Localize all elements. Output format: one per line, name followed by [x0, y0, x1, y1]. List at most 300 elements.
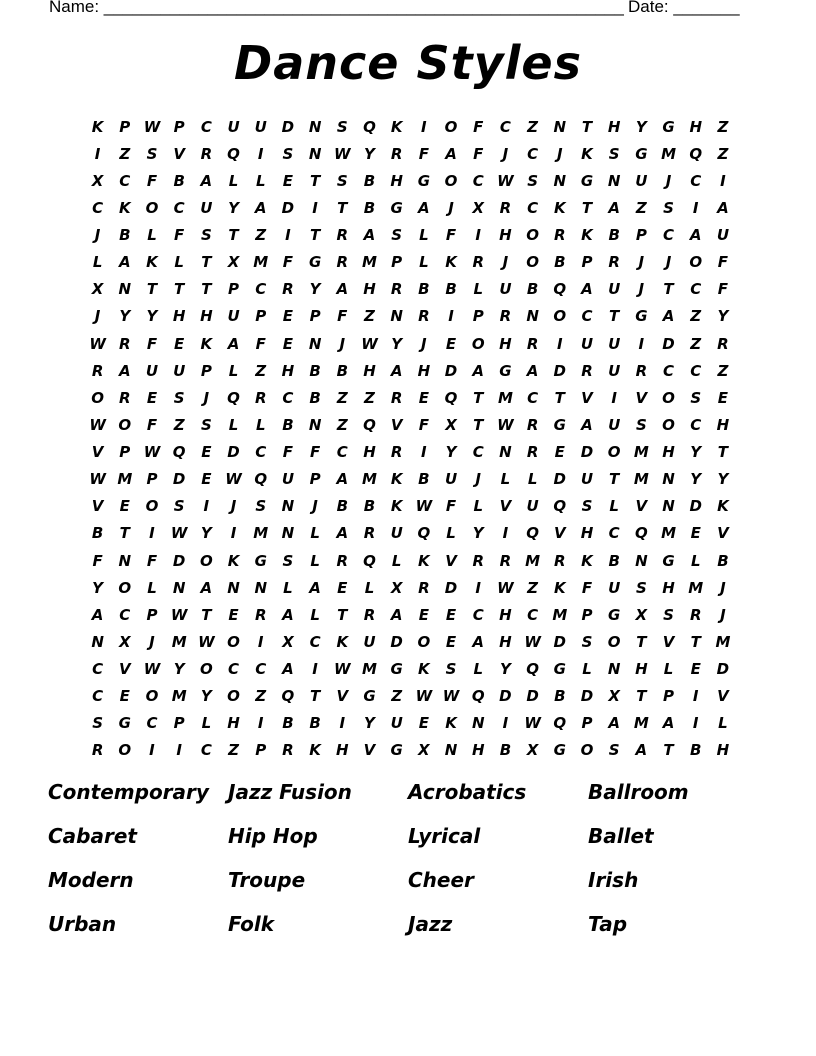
grid-letter: N — [91, 632, 104, 651]
grid-letter: S — [635, 578, 647, 597]
grid-letter: R — [526, 415, 539, 434]
grid-letter: R — [390, 144, 403, 163]
grid-letter: A — [336, 280, 349, 299]
grid-letter: Z — [635, 198, 647, 217]
grid-letter: S — [690, 388, 702, 407]
grid-letter: U — [173, 361, 186, 380]
grid-letter: O — [662, 388, 675, 407]
grid-letter: O — [417, 632, 431, 651]
grid-letter: A — [526, 361, 539, 380]
grid-letter: G — [363, 687, 376, 706]
grid-letter: J — [502, 253, 509, 272]
grid-letter: F — [581, 578, 593, 597]
grid-letter: M — [661, 524, 676, 543]
grid-letter: L — [92, 253, 103, 272]
grid-letter: O — [118, 741, 132, 760]
grid-letter: E — [554, 443, 565, 462]
grid-letter: I — [257, 144, 264, 163]
grid-letter: G — [553, 660, 566, 679]
grid-letter: M — [688, 578, 704, 597]
grid-letter: E — [119, 687, 130, 706]
grid-letter: D — [553, 361, 566, 380]
grid-letter: I — [312, 660, 318, 679]
grid-letter: J — [339, 334, 346, 353]
grid-letter: D — [172, 470, 186, 489]
grid-letter: D — [444, 578, 458, 597]
grid-letter: Y — [364, 714, 375, 733]
grid-letter: Z — [717, 117, 729, 136]
grid-letter: C — [200, 117, 212, 136]
grid-letter: I — [475, 226, 482, 245]
grid-letter: F — [717, 280, 729, 299]
grid-letter: A — [336, 470, 349, 489]
grid-letter: R — [336, 253, 349, 272]
grid-letter: L — [527, 470, 538, 489]
grid-letter: W — [89, 470, 106, 489]
grid-letter: A — [390, 605, 403, 624]
grid-letter: Z — [364, 307, 375, 326]
grid-letter: X — [118, 632, 131, 651]
grid-letter: L — [228, 415, 239, 434]
grid-letter: E — [418, 388, 429, 407]
grid-letter: Z — [336, 415, 348, 434]
grid-letter: S — [92, 714, 103, 733]
grid-letter: V — [635, 497, 648, 516]
word-list-item: Jazz Fusion — [228, 780, 352, 804]
grid-letter: F — [445, 497, 457, 516]
grid-letter: P — [146, 605, 158, 624]
grid-letter: C — [119, 171, 131, 190]
grid-letter: C — [255, 443, 267, 462]
word-list-item: Folk — [228, 912, 275, 936]
grid-letter: A — [662, 307, 675, 326]
grid-letter: M — [253, 524, 269, 543]
grid-letter: G — [662, 551, 675, 570]
grid-letter: H — [662, 443, 675, 462]
grid-letter: G — [308, 253, 322, 272]
grid-letter: P — [255, 741, 267, 760]
grid-letter: X — [390, 578, 403, 597]
grid-letter: B — [363, 198, 376, 217]
grid-letter: D — [281, 198, 295, 217]
grid-letter: J — [421, 334, 427, 353]
grid-letter: C — [92, 687, 104, 706]
grid-letter: N — [118, 551, 132, 570]
grid-letter: D — [281, 117, 295, 136]
grid-letter: N — [553, 171, 567, 190]
grid-letter: J — [94, 226, 101, 245]
grid-letter: L — [446, 524, 456, 543]
grid-letter: R — [254, 388, 267, 407]
grid-letter: L — [419, 226, 429, 245]
grid-letter: P — [255, 307, 267, 326]
grid-letter: W — [497, 171, 514, 190]
grid-letter: C — [92, 198, 104, 217]
word-list-item: Jazz — [408, 912, 453, 936]
grid-letter: L — [228, 171, 239, 190]
grid-letter: T — [473, 415, 484, 434]
grid-letter: J — [475, 470, 482, 489]
grid-letter: Q — [363, 415, 376, 434]
grid-letter: I — [176, 741, 182, 760]
grid-letter: R — [119, 388, 131, 407]
grid-letter: T — [609, 470, 620, 489]
grid-letter: R — [363, 524, 376, 543]
grid-letter: N — [390, 307, 403, 326]
grid-letter: S — [173, 388, 185, 407]
grid-letter: I — [94, 144, 101, 163]
grid-letter: R — [363, 605, 376, 624]
grid-letter: S — [663, 605, 674, 624]
grid-letter: H — [499, 632, 512, 651]
grid-letter: Q — [363, 117, 376, 136]
grid-letter: H — [336, 741, 349, 760]
grid-letter: C — [663, 361, 675, 380]
grid-letter: B — [119, 226, 131, 245]
grid-letter: H — [417, 361, 431, 380]
grid-letter: R — [689, 605, 702, 624]
grid-letter: Q — [471, 687, 485, 706]
grid-letter: G — [553, 415, 566, 434]
grid-letter: Y — [173, 660, 185, 679]
grid-letter: B — [554, 253, 566, 272]
grid-letter: I — [421, 443, 427, 462]
grid-letter: A — [472, 632, 485, 651]
grid-letter: B — [282, 415, 294, 434]
word-list-item: Irish — [588, 868, 639, 892]
grid-letter: X — [91, 171, 104, 190]
grid-letter: H — [580, 524, 594, 543]
grid-letter: Q — [172, 443, 186, 462]
grid-letter: A — [445, 144, 457, 163]
grid-letter: N — [281, 497, 295, 516]
grid-letter: K — [581, 144, 593, 163]
grid-letter: B — [526, 280, 539, 299]
grid-letter: W — [170, 524, 188, 543]
grid-letter: W — [89, 334, 106, 353]
grid-letter: S — [336, 117, 348, 136]
grid-letter: G — [390, 660, 403, 679]
grid-letter: Z — [391, 687, 403, 706]
grid-letter: M — [362, 253, 377, 272]
grid-letter: P — [581, 714, 593, 733]
grid-letter: G — [118, 714, 131, 733]
grid-letter: W — [143, 443, 161, 462]
grid-letter: P — [173, 117, 185, 136]
grid-letter: O — [607, 632, 621, 651]
grid-letter: I — [285, 226, 291, 245]
grid-letter: G — [390, 198, 403, 217]
grid-letter: C — [472, 171, 484, 190]
grid-letter: I — [312, 198, 318, 217]
grid-letter: K — [200, 334, 213, 353]
grid-letter: Q — [553, 280, 567, 299]
grid-letter: Z — [527, 578, 539, 597]
grid-letter: M — [552, 605, 568, 624]
grid-letter: A — [363, 226, 376, 245]
grid-letter: Z — [717, 144, 729, 163]
grid-letter: R — [418, 578, 430, 597]
grid-letter: K — [717, 497, 729, 516]
grid-letter: M — [661, 144, 676, 163]
grid-letter: M — [525, 551, 541, 570]
grid-letter: F — [445, 226, 457, 245]
grid-letter: P — [119, 443, 131, 462]
grid-letter: E — [445, 334, 457, 353]
grid-letter: Z — [255, 361, 267, 380]
grid-letter: C — [527, 605, 539, 624]
grid-letter: D — [499, 687, 512, 706]
grid-letter: N — [662, 470, 675, 489]
grid-letter: N — [172, 578, 186, 597]
grid-letter: G — [417, 171, 430, 190]
grid-letter: V — [445, 551, 457, 570]
grid-letter: N — [553, 117, 567, 136]
grid-letter: E — [201, 470, 212, 489]
grid-letter: R — [418, 307, 430, 326]
grid-letter: L — [419, 253, 429, 272]
grid-letter: B — [608, 226, 620, 245]
grid-letter: W — [334, 144, 351, 163]
grid-letter: C — [527, 144, 539, 163]
grid-letter: Q — [689, 144, 703, 163]
grid-letter: S — [581, 632, 593, 651]
grid-letter: A — [200, 171, 213, 190]
grid-letter: K — [581, 551, 593, 570]
grid-letter: C — [690, 171, 702, 190]
grid-letter: B — [309, 714, 321, 733]
word-list-item: Cabaret — [48, 824, 137, 848]
grid-letter: R — [336, 551, 349, 570]
grid-letter: S — [635, 415, 647, 434]
grid-letter: R — [472, 551, 484, 570]
grid-letter: S — [255, 497, 267, 516]
grid-letter: V — [635, 388, 648, 407]
grid-letter: U — [526, 497, 539, 516]
grid-letter: M — [171, 687, 187, 706]
grid-letter: Q — [227, 388, 240, 407]
grid-letter: B — [336, 361, 348, 380]
grid-letter: H — [607, 117, 621, 136]
grid-letter: R — [390, 388, 403, 407]
grid-letter: R — [581, 361, 593, 380]
grid-letter: L — [174, 253, 184, 272]
grid-letter: Q — [526, 524, 539, 543]
grid-letter: I — [502, 714, 509, 733]
grid-letter: P — [309, 307, 321, 326]
grid-letter: Z — [228, 741, 239, 760]
grid-letter: E — [282, 307, 294, 326]
grid-letter: Q — [254, 470, 268, 489]
grid-letter: F — [146, 551, 158, 570]
grid-letter: H — [227, 714, 240, 733]
grid-letter: V — [173, 144, 185, 163]
grid-letter: T — [337, 198, 348, 217]
grid-letter: T — [581, 117, 593, 136]
grid-letter: O — [145, 687, 159, 706]
grid-letter: N — [607, 171, 621, 190]
grid-letter: S — [527, 171, 538, 190]
grid-letter: H — [363, 361, 376, 380]
grid-letter: H — [499, 334, 512, 353]
grid-letter: A — [581, 415, 593, 434]
grid-letter: T — [201, 253, 212, 272]
grid-letter: E — [282, 171, 294, 190]
grid-letter: F — [146, 415, 158, 434]
grid-letter: Z — [690, 334, 702, 353]
grid-letter: C — [608, 524, 620, 543]
grid-letter: R — [91, 741, 104, 760]
grid-letter: J — [203, 388, 210, 407]
grid-letter: S — [445, 660, 457, 679]
grid-letter: X — [282, 632, 294, 651]
grid-letter: K — [118, 198, 131, 217]
grid-letter: A — [254, 198, 267, 217]
grid-letter: C — [499, 117, 511, 136]
grid-letter: R — [282, 280, 294, 299]
grid-letter: E — [690, 524, 701, 543]
grid-letter: N — [526, 307, 539, 326]
grid-letter: O — [199, 551, 213, 570]
grid-letter: A — [118, 253, 131, 272]
grid-letter: R — [336, 226, 349, 245]
grid-letter: R — [254, 605, 267, 624]
grid-letter: J — [720, 578, 726, 597]
grid-letter: I — [611, 388, 617, 407]
grid-letter: M — [715, 632, 731, 651]
grid-letter: U — [716, 226, 729, 245]
grid-letter: A — [309, 578, 321, 597]
worksheet-header — [0, 0, 816, 20]
word-list-item: Cheer — [408, 868, 474, 892]
grid-letter: T — [636, 687, 647, 706]
grid-letter: O — [118, 415, 132, 434]
grid-letter: M — [253, 253, 269, 272]
grid-letter: M — [362, 470, 377, 489]
grid-letter: C — [255, 660, 267, 679]
grid-letter: H — [662, 578, 675, 597]
grid-letter: R — [499, 307, 512, 326]
grid-letter: D — [580, 443, 594, 462]
grid-letter: B — [554, 687, 566, 706]
grid-letter: R — [390, 280, 403, 299]
grid-letter: C — [255, 280, 267, 299]
grid-letter: K — [390, 117, 403, 136]
grid-letter: I — [692, 687, 699, 706]
grid-letter: I — [149, 524, 155, 543]
grid-letter: E — [174, 334, 185, 353]
grid-letter: V — [363, 741, 376, 760]
grid-letter: Q — [227, 144, 240, 163]
grid-letter: R — [499, 198, 512, 217]
grid-letter: J — [556, 144, 563, 163]
grid-letter: A — [118, 361, 131, 380]
date-field-label: Date: _______ — [628, 0, 740, 16]
grid-letter: N — [308, 117, 322, 136]
grid-letter: T — [146, 280, 158, 299]
grid-letter: P — [581, 253, 593, 272]
word-list-item: Tap — [588, 912, 628, 936]
grid-letter: G — [662, 117, 675, 136]
grid-letter: C — [336, 443, 348, 462]
grid-letter: B — [690, 741, 702, 760]
grid-letter: J — [720, 605, 726, 624]
grid-letter: B — [336, 497, 348, 516]
grid-letter: U — [499, 280, 512, 299]
grid-letter: R — [526, 443, 539, 462]
grid-letter: V — [717, 524, 729, 543]
grid-letter: P — [146, 470, 158, 489]
grid-letter: H — [172, 307, 186, 326]
grid-letter: B — [608, 551, 620, 570]
grid-letter: P — [663, 687, 675, 706]
grid-letter: K — [445, 714, 457, 733]
grid-letter: Q — [281, 687, 295, 706]
grid-letter: I — [339, 714, 346, 733]
word-list-item: Troupe — [228, 868, 306, 892]
grid-letter: K — [227, 551, 240, 570]
grid-letter: U — [608, 280, 621, 299]
grid-letter: L — [364, 578, 375, 597]
grid-letter: W — [170, 605, 188, 624]
grid-letter: Q — [417, 524, 431, 543]
grid-letter: T — [201, 605, 212, 624]
grid-letter: T — [581, 198, 593, 217]
grid-letter: K — [91, 117, 104, 136]
grid-letter: V — [118, 660, 131, 679]
grid-letter: K — [336, 632, 349, 651]
grid-letter: A — [390, 361, 403, 380]
grid-letter: I — [556, 334, 563, 353]
grid-letter: L — [255, 171, 266, 190]
grid-letter: O — [607, 443, 621, 462]
grid-letter: R — [554, 551, 566, 570]
grid-letter: X — [227, 253, 240, 272]
word-list-item: Acrobatics — [408, 780, 527, 804]
grid-letter: L — [228, 361, 239, 380]
grid-letter: D — [390, 632, 403, 651]
grid-letter: F — [418, 415, 429, 434]
grid-letter: E — [228, 605, 239, 624]
grid-letter: Z — [527, 117, 539, 136]
word-list-item: Modern — [48, 868, 134, 892]
grid-letter: P — [119, 117, 131, 136]
grid-letter: J — [448, 198, 454, 217]
grid-letter: O — [580, 741, 594, 760]
grid-letter: C — [119, 605, 131, 624]
grid-letter: L — [473, 280, 483, 299]
grid-letter: W — [143, 660, 161, 679]
grid-letter: H — [499, 605, 512, 624]
word-list-item: Ballet — [588, 824, 654, 848]
grid-letter: W — [442, 687, 460, 706]
grid-letter: Y — [364, 144, 375, 163]
grid-letter: W — [497, 578, 514, 597]
grid-letter: N — [118, 280, 132, 299]
grid-letter: Y — [635, 117, 647, 136]
grid-letter: N — [499, 443, 512, 462]
grid-letter: Q — [553, 714, 567, 733]
grid-letter: U — [145, 361, 159, 380]
grid-letter: F — [309, 443, 321, 462]
grid-letter: Y — [391, 334, 403, 353]
grid-letter: O — [553, 307, 567, 326]
grid-letter: A — [200, 578, 213, 597]
grid-letter: N — [444, 741, 458, 760]
grid-letter: C — [173, 198, 185, 217]
grid-letter: C — [690, 361, 702, 380]
grid-letter: L — [663, 660, 674, 679]
